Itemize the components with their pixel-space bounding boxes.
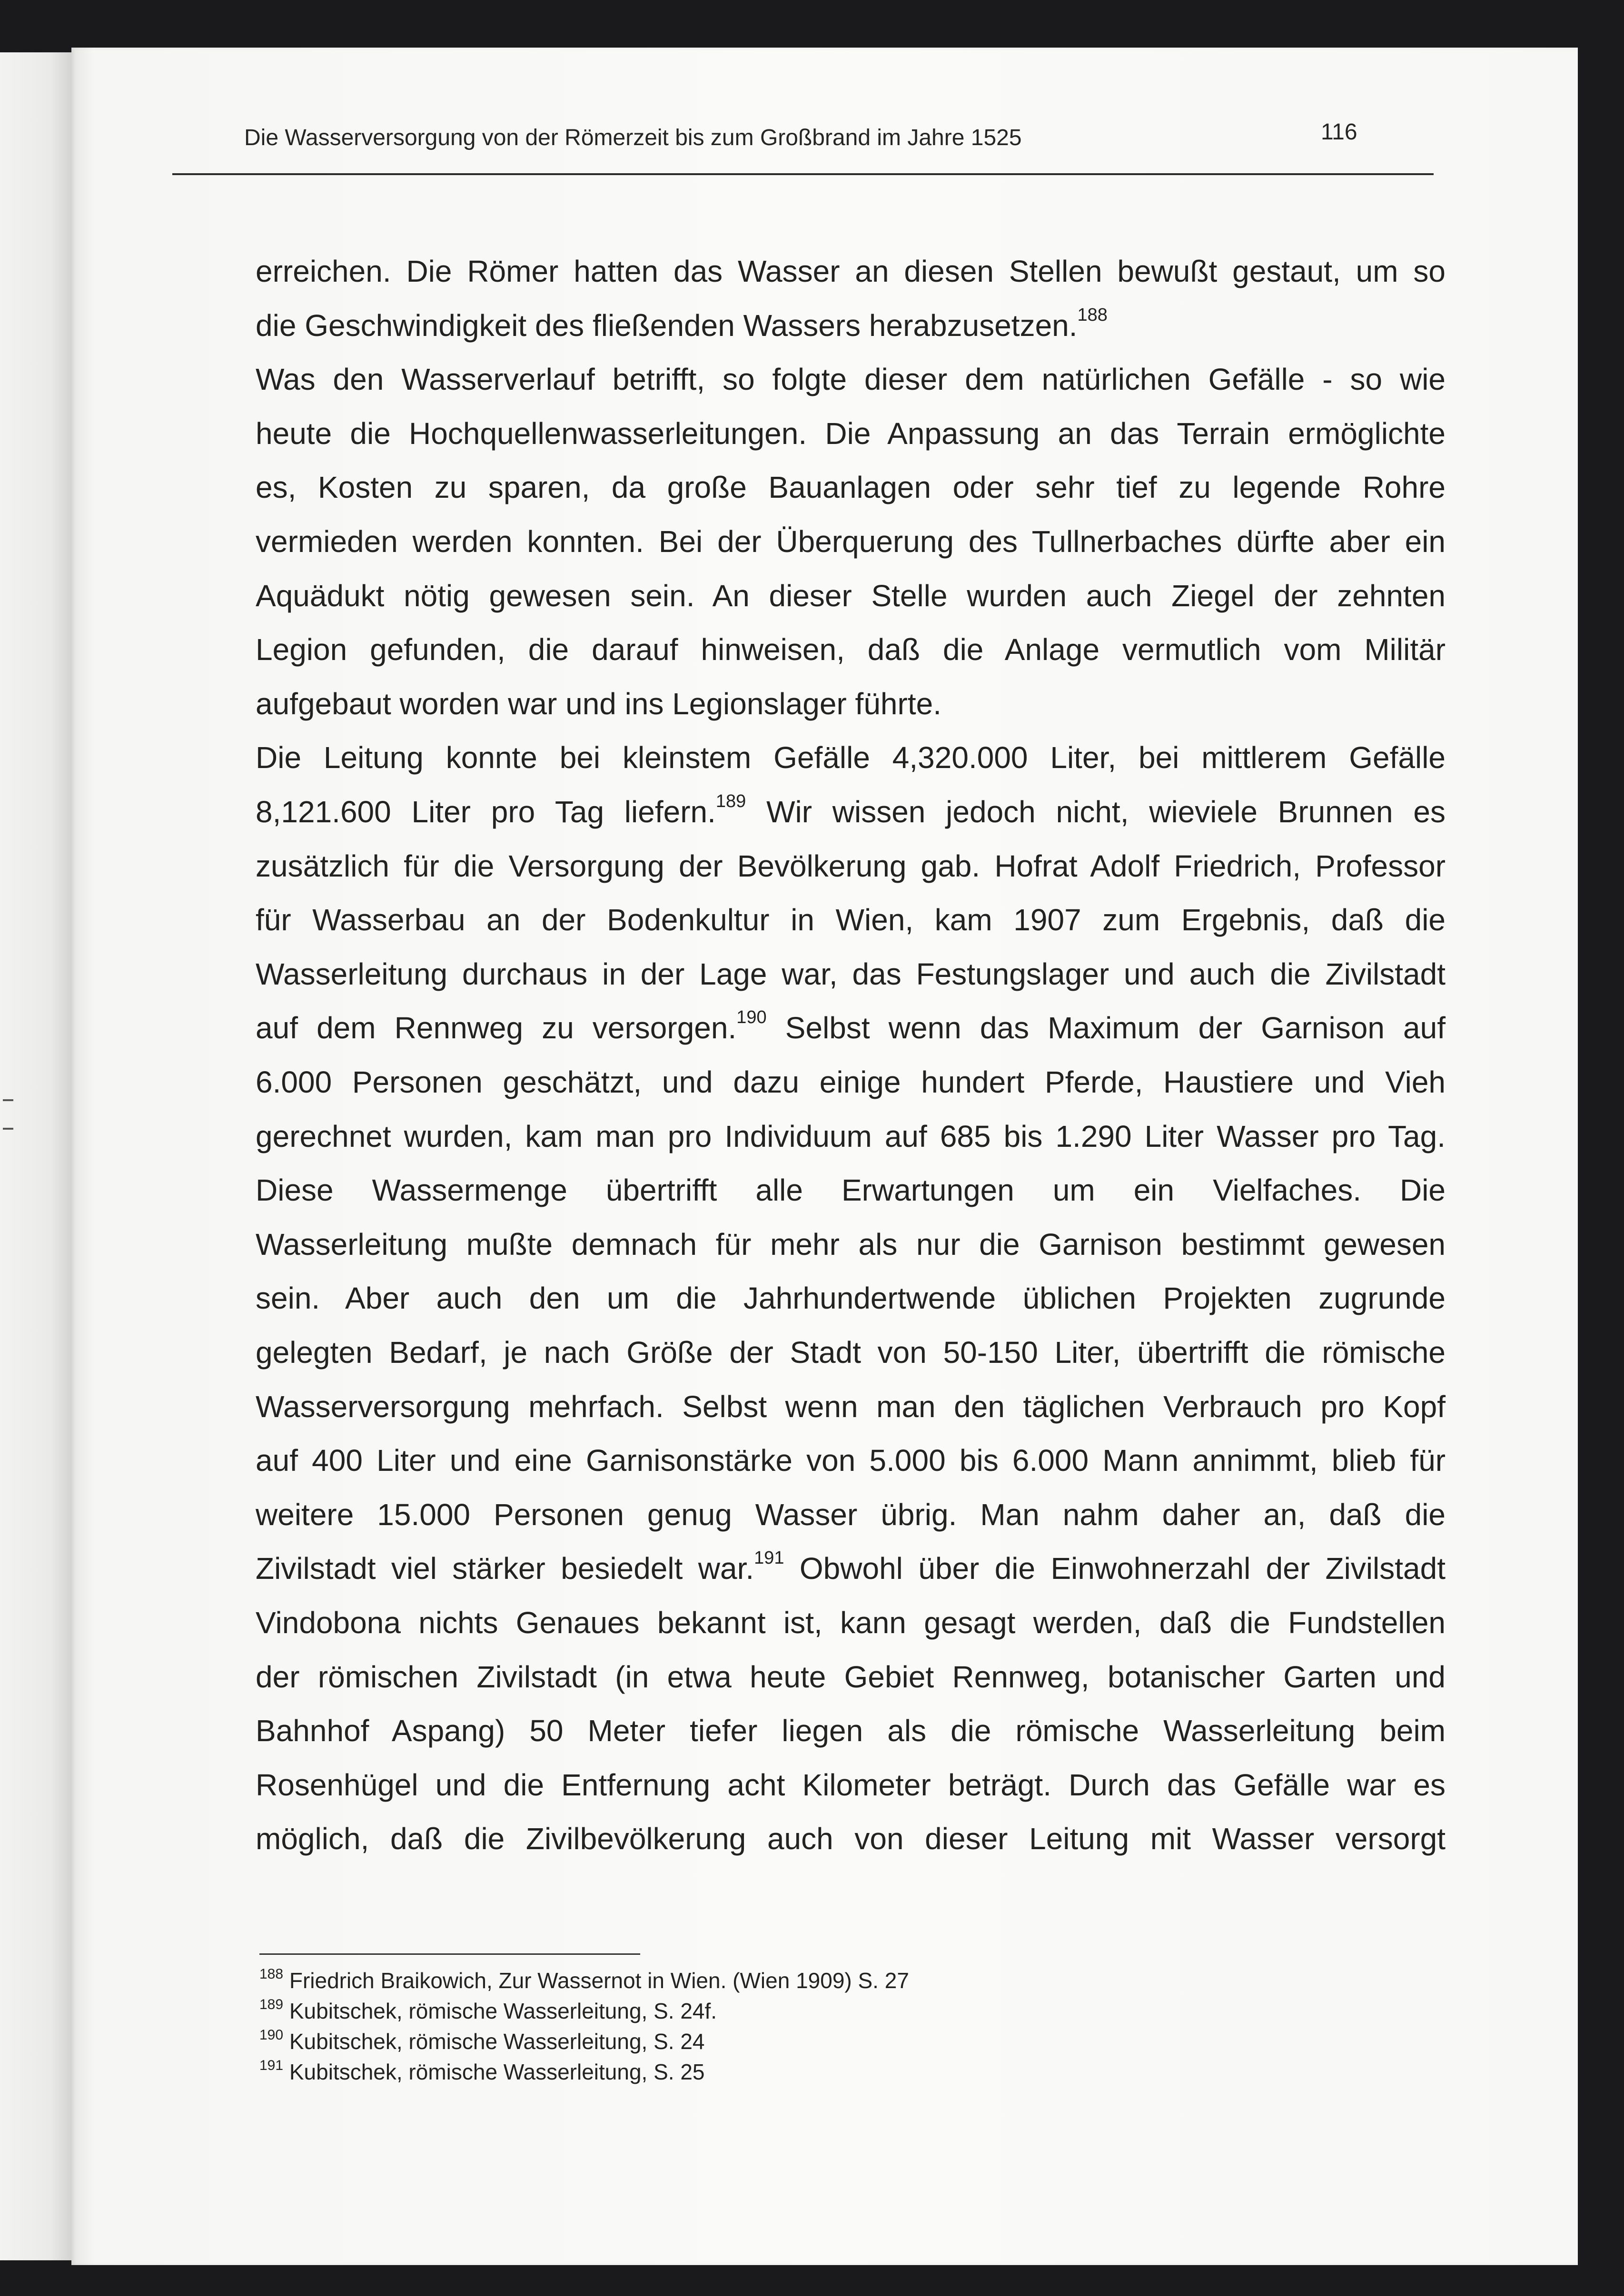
footnote-separator	[259, 1953, 640, 1955]
footnote: $^{189}$ Kubitschek, römische Wasserleitung, S. 24f.	[259, 1997, 717, 2023]
footnote: $^{191}$ Kubitschek, römische Wasserleitung, S. 25	[259, 2058, 705, 2084]
text-line: Legion gefunden, die darauf hinweisen, daß die Anlage vermutlich vom Militär	[256, 632, 1446, 667]
text-line: Vindobona nichts Genaues bekannt ist, kann gesagt werden, daß die Fundstellen	[256, 1606, 1446, 1640]
footnote: $^{190}$ Kubitschek, römische Wasserleitung, S. 24	[259, 2027, 705, 2054]
text-line: möglich, daß die Zivilbevölkerung auch von dieser Leitung mit Wasser versorgt	[256, 1822, 1446, 1856]
footnote-ref: 189	[715, 791, 746, 811]
text-line: weitere 15.000 Personen genug Wasser übrig. Man nahm daher an, daß die	[256, 1497, 1446, 1532]
footnote: $^{188}$ Friedrich Braikowich, Zur Wassernot in Wien. (Wien 1909) S. 27	[259, 1966, 909, 1993]
text-line: der römischen Zivilstadt (in etwa heute Gebiet Rennweg, botanischer Garten und	[256, 1659, 1446, 1694]
footnote-ref: 191	[754, 1548, 784, 1568]
text-line: gerechnet wurden, kam man pro Individuum auf 685 bis 1.290 Liter Wasser pro Tag.	[256, 1119, 1446, 1153]
footnotes	[259, 1965, 909, 2087]
text-line: heute die Hochquellenwasserleitungen. Die Anpassung an das Terrain ermöglichte	[256, 416, 1446, 451]
text-line: 8,121.600 Liter pro Tag liefern.$^{189}$ Wir wissen jedoch nicht, wieviele Brunnen es	[256, 791, 1446, 829]
text-line: aufgebaut worden war und ins Legionslager führte.	[256, 686, 941, 721]
footnote-number: 189	[259, 1997, 284, 2012]
text-line: Bahnhof Aspang) 50 Meter tiefer liegen als die römische Wasserleitung beim	[256, 1714, 1446, 1748]
header-title: Die Wasserversorgung von der Römerzeit bis zum Großbrand im Jahre 1525	[244, 125, 1022, 150]
text-line: 6.000 Personen geschätzt, und dazu einige hundert Pferde, Haustiere und Vieh	[256, 1065, 1446, 1099]
text-line: auf dem Rennweg zu versorgen.$^{190}$ Selbst wenn das Maximum der Garnison auf	[256, 1007, 1446, 1045]
left-page-edge	[0, 52, 71, 2260]
text-line: Rosenhügel und die Entfernung acht Kilometer beträgt. Durch das Gefälle war es	[256, 1767, 1446, 1802]
text-line: zusätzlich für die Versorgung der Bevölkerung gab. Hofrat Adolf Friedrich, Professor	[256, 848, 1446, 883]
footnote-ref: 190	[736, 1007, 767, 1028]
text-line: Wasserleitung durchaus in der Lage war, das Festungslager und auch die Zivilstadt	[256, 956, 1446, 991]
footnote-number: 188	[259, 1966, 284, 1982]
page-edge-marks	[0, 1099, 19, 1156]
text-line: die Geschwindigkeit des fließenden Wassers herabzusetzen.$^{188}$	[256, 305, 1108, 343]
text-line: vermieden werden konnten. Bei der Überquerung des Tullnerbaches dürfte aber ein	[256, 524, 1446, 559]
text-line: gelegten Bedarf, je nach Größe der Stadt von 50-150 Liter, übertrifft die römische	[256, 1335, 1446, 1370]
text-line: Zivilstadt viel stärker besiedelt war.$^{191}$ Obwohl über die Einwohnerzahl der Zivilstadt	[256, 1548, 1446, 1586]
text-line: Aquädukt nötig gewesen sein. An dieser Stelle wurden auch Ziegel der zehnten	[256, 578, 1446, 613]
footnote-number: 191	[259, 2058, 284, 2073]
text-line: sein. Aber auch den um die Jahrhundertwende üblichen Projekten zugrunde	[256, 1281, 1446, 1316]
text-line: Die Leitung konnte bei kleinstem Gefälle 4,320.000 Liter, bei mittlerem Gefälle	[256, 740, 1446, 775]
page-number: 116	[1321, 119, 1357, 145]
text-line: es, Kosten zu sparen, da große Bauanlagen oder sehr tief zu legende Rohre	[256, 470, 1446, 505]
text-line: für Wasserbau an der Bodenkultur in Wien, kam 1907 zum Ergebnis, daß die	[256, 903, 1446, 937]
footnote-ref: 188	[1077, 305, 1108, 325]
text-line: erreichen. Die Römer hatten das Wasser an diesen Stellen bewußt gestaut, um so	[256, 254, 1446, 288]
text-line: Was den Wasserverlauf betrifft, so folgte dieser dem natürlichen Gefälle - so wie	[256, 362, 1446, 397]
text-line: Wasserleitung mußte demnach für mehr als nur die Garnison bestimmt gewesen	[256, 1227, 1446, 1261]
text-line: auf 400 Liter und eine Garnisonstärke von 5.000 bis 6.000 Mann annimmt, blieb für	[256, 1443, 1446, 1478]
text-line: Wasserversorgung mehrfach. Selbst wenn man den täglichen Verbrauch pro Kopf	[256, 1389, 1446, 1424]
footnote-number: 190	[259, 2027, 284, 2043]
text-line: Diese Wassermenge übertrifft alle Erwartungen um ein Vielfaches. Die	[256, 1173, 1446, 1208]
